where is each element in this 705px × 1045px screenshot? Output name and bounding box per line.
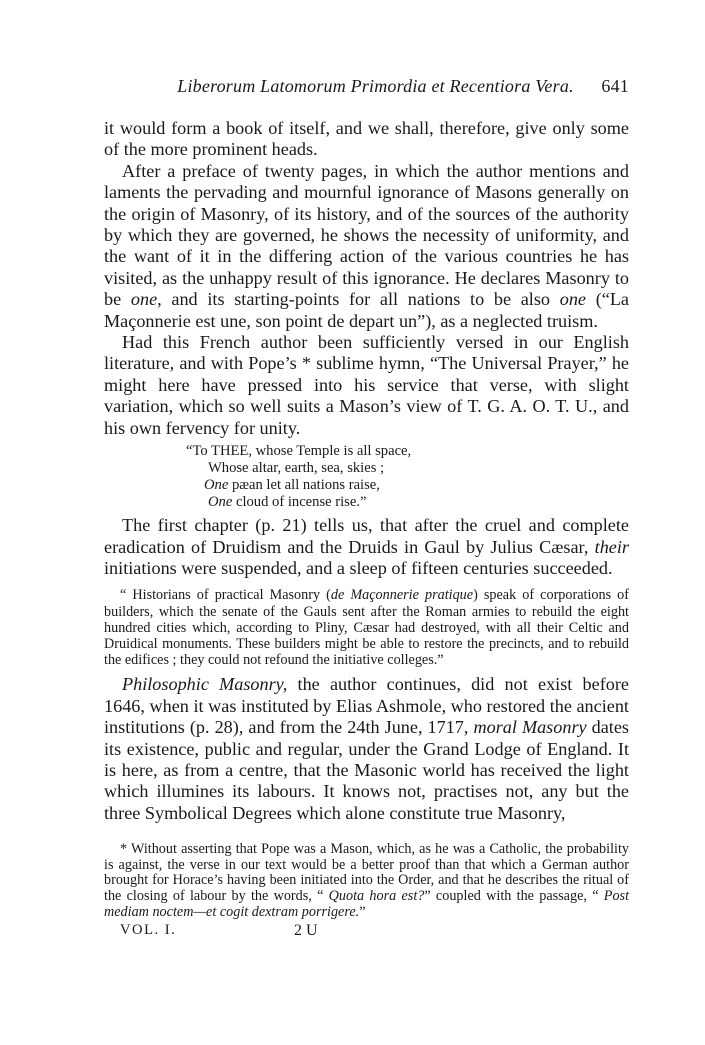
paragraph-4-italic-their: their [594, 536, 629, 557]
footnote-text-c: ” [359, 903, 366, 920]
paragraph-5 [104, 674, 629, 824]
verse-quotation [104, 443, 629, 511]
paragraph-4 [104, 515, 629, 579]
footnote-italic-post: Post mediam noctem—et cogit dextram porrigere. [104, 887, 630, 920]
block-quotation [104, 587, 629, 668]
paragraph-5-text-a: the author continues, did not exist before 1646, when it was instituted by Elias Ashmole, who restored the ancient institutions (p. 28), and from the 24th June, 1717, [104, 674, 629, 738]
verse-line-3-rest: pæan let all nations raise, [228, 477, 380, 494]
verse-line-4-italic: One [208, 494, 233, 511]
paragraph-1 [104, 118, 629, 161]
verse-line-1: “To THEE, whose Temple is all space, [186, 443, 412, 460]
volume-label: VOL. I. [120, 922, 177, 939]
paragraph-5-italic-philosophic: Philosophic Masonry, [122, 674, 288, 695]
paragraph-4-text-a: The first chapter (p. 21) tells us, that after the cruel and complete eradication of Druidism and the Druids in Gaul by Julius Cæsar, [104, 515, 629, 557]
verse-line-2: Whose altar, earth, sea, skies ; [208, 460, 385, 477]
footnote-italic-quota: Quota hora est? [328, 887, 425, 904]
paragraph-2-italic-one: one, [130, 289, 162, 310]
block-quotation-text-a: “ Historians of practical Masonry ( [120, 587, 331, 604]
paragraph-5-italic-moral: moral Masonry [473, 717, 587, 738]
paragraph-2 [104, 161, 629, 332]
footnote-text-b: ” coupled with the passage, “ [424, 887, 604, 904]
running-head [104, 76, 629, 100]
book-page [104, 76, 629, 940]
paragraph-2-text-a: After a preface of twenty pages, in which the author mentions and laments the pervading and mournful ignorance of Masons generally on the origin of Masonry, of its history, and of the sources of the authority by which they are governed, he shows the necessity of uniformity, and the want of it in the differing action of the various countries he has visited, as the unhappy result of this ignorance. He declares Masonry to be [104, 160, 629, 310]
paragraph-3 [104, 332, 629, 439]
verse-line-4-rest: cloud of incense rise.” [232, 494, 367, 511]
verse-line-3 [104, 477, 629, 494]
signature-line [104, 922, 629, 940]
footnote [104, 842, 629, 920]
page-number: 641 [601, 76, 629, 96]
paragraph-2-italic-one-second: one [559, 289, 586, 310]
verse-line-4 [104, 494, 629, 511]
paragraph-4-text-b: initiations were suspended, and a sleep of fifteen centuries succeeded. [104, 557, 613, 578]
paragraph-5-text-b: dates its existence, public and regular, under the Grand Lodge of England. It is here, as from a centre, that the Masonic world has received the light which illumines its labours. It knows not, practises not, any but the three Symbolical Degrees which alone constitute true Masonry, [104, 717, 629, 823]
block-quotation-italic: de Maçonnerie pratique [330, 587, 474, 604]
paragraph-3-text: Had this French author been sufficiently versed in our English literature, and with Pope’s * sublime hymn, “The Universal Prayer,” he might here have pressed into his service that verse, with slight variation, which so well suits a Mason’s view of T. G. A. O. T. U., and his own fervency for unity. [104, 332, 629, 438]
running-title: Liberorum Latomorum Primordia et Recentiora Vera. [177, 76, 574, 96]
footnote-spacer [104, 824, 629, 842]
verse-line-3-italic: One [204, 477, 229, 494]
signature-mark: 2 U [294, 922, 318, 940]
paragraph-1-text: it would form a book of itself, and we shall, therefore, give only some of the more prominent heads. [104, 118, 629, 160]
paragraph-2-text-b: and its starting-points for all nations to be also [161, 289, 560, 310]
paragraph-2-text-c: (“La Maçonnerie est une, son point de depart un”), as a neglected truism. [104, 289, 630, 331]
block-quotation-text-b: ) speak of corporations of builders, which the senate of the Gauls sent after the Roman armies to rebuild the eight hundred cities which, according to Pliny, Cæsar had destroyed, with all their Celtic and Druidical monuments. These builders might be able to restore the precincts, and to rebuild the edifices ; they could not refound the initiative colleges.” [104, 587, 630, 669]
footnote-text-a: * Without asserting that Pope was a Mason, which, as he was a Catholic, the probability is against, the verse in our text would be a better proof than that which a German author brought for Horace’s having been initiated into the Order, and that he describes the ritual of the closing of labour by the words, “ [104, 841, 629, 904]
